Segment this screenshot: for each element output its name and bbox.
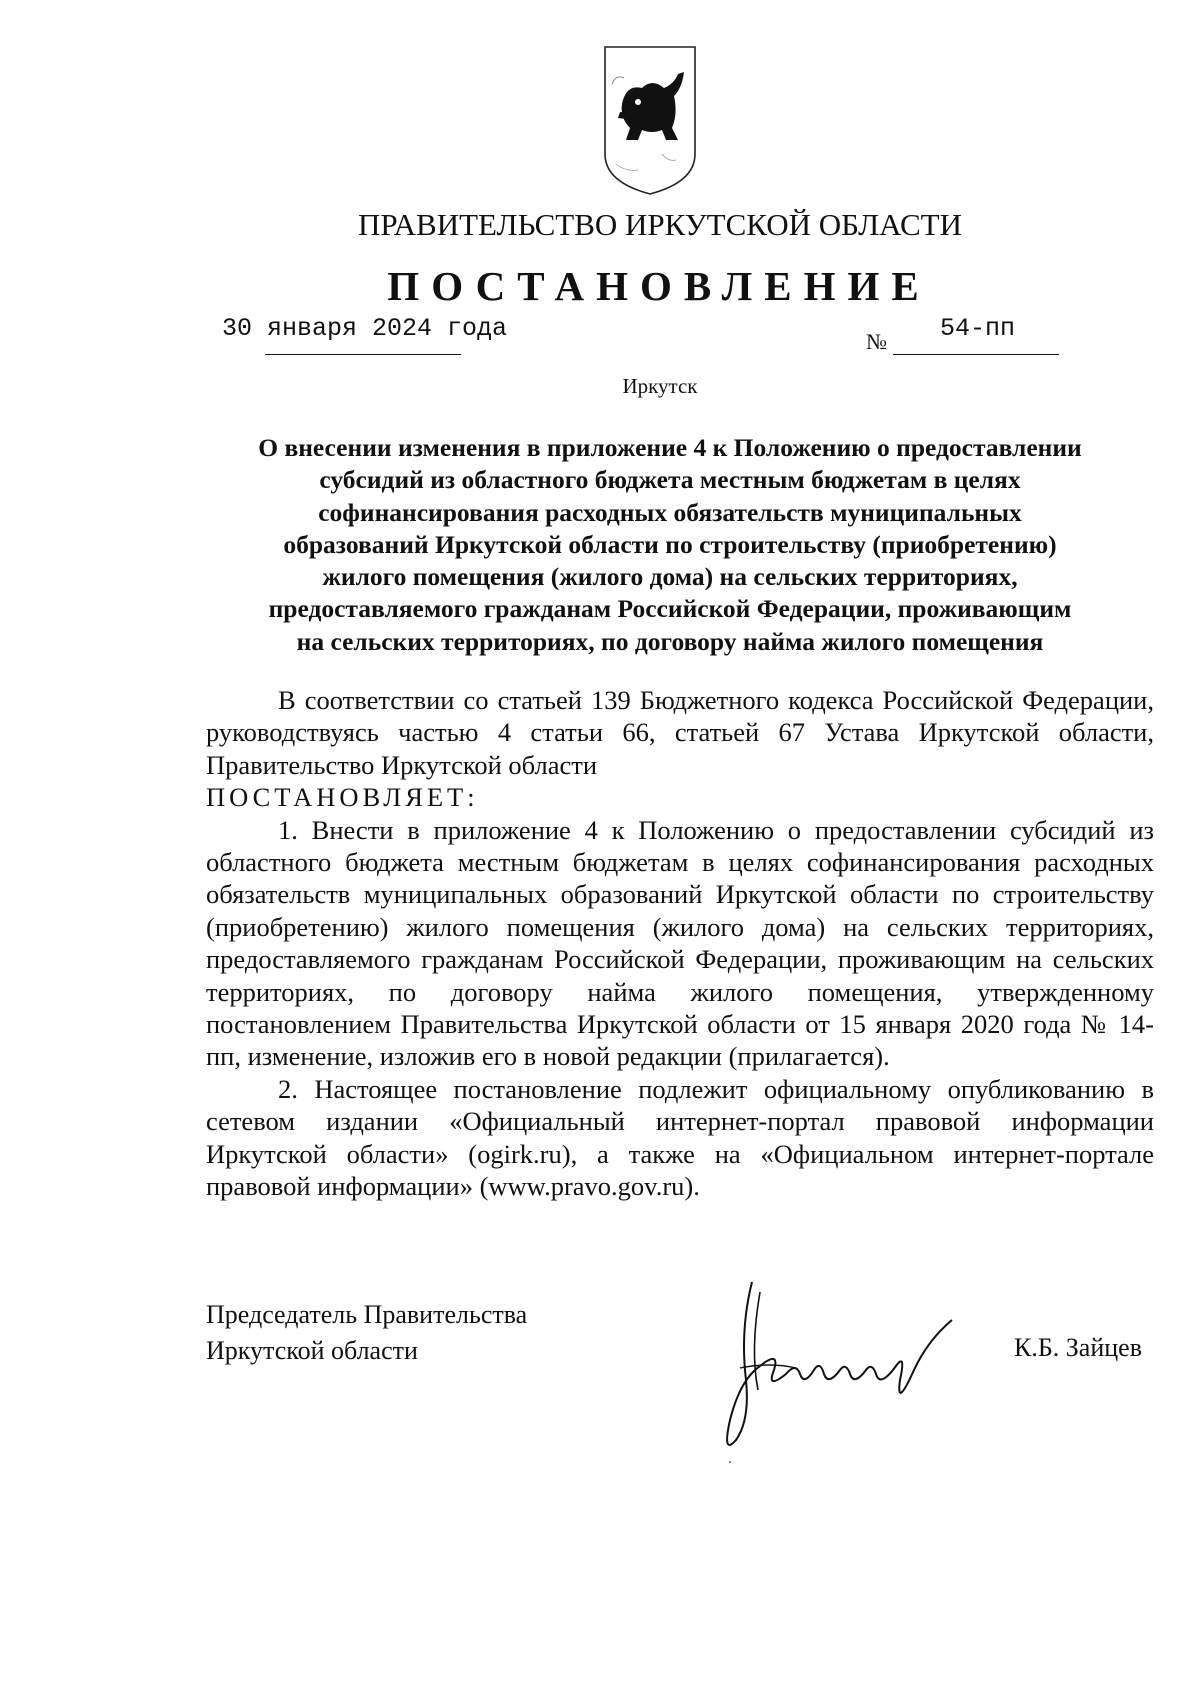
preamble-paragraph: В соответствии со статьей 139 Бюджетного кодекса Российской Федерации, руководствуясь частью 4 статьи 66, статьей 67 Устава Иркутской области, Правительство Иркутской области (206, 685, 1154, 780)
resolves-heading: ПОСТАНОВЛЯЕТ: (206, 782, 479, 813)
position-line: Председатель Правительства (206, 1300, 528, 1329)
title-line: на сельских территориях, по договору найма жилого помещения (296, 626, 1044, 656)
title-line: жилого помещения (жилого дома) на сельских территориях, (322, 562, 1018, 592)
ink-dot (729, 1461, 731, 1463)
document-number: 54-пп (940, 314, 1016, 343)
item-2-paragraph: 2. Настоящее постановление подлежит официальному опубликованию в сетевом издании «Официальный интернет-портал правовой информации Иркутской области» (ogirk.ru), а также на «Официальном интернет-портале правовой информации» (www.pravo.gov.ru). (206, 1073, 1154, 1202)
number-underline (893, 354, 1059, 355)
title-line: субсидий из областного бюджета местным бюджетам в целях (319, 465, 1021, 495)
coat-of-arms-emblem (602, 44, 698, 196)
city: Иркутск (622, 374, 698, 398)
handwritten-signature (700, 1270, 970, 1470)
document-date: 30 января 2024 года (222, 314, 508, 343)
title-line: предоставляемого гражданам Российской Федерации, проживающим (268, 594, 1072, 624)
title-line: образований Иркутской области по строительству (приобретению) (283, 529, 1057, 559)
number-sign: № (866, 329, 887, 354)
title-line: софинансирования расходных обязательств муниципальных (318, 497, 1022, 527)
document-title (200, 432, 1140, 658)
signatory-position (206, 1297, 527, 1369)
document-body (206, 684, 1154, 1203)
organization-name: ПРАВИТЕЛЬСТВО ИРКУТСКОЙ ОБЛАСТИ (357, 207, 962, 242)
position-line: Иркутской области (206, 1336, 418, 1365)
item-1-paragraph: 1. Внести в приложение 4 к Положению о предоставлении субсидий из областного бюджета местным бюджетам в целях софинансирования расходных обязательств муниципальных образований Иркутской области по строительству (приобретению) жилого помещения (жилого дома) на сельских территориях, предоставляемого гражданам Российской Федерации, проживающим на сельских территориях, по договору найма жилого помещения, утвержденному постановлением Правительства Иркутской области от 15 января 2020 года № 14-пп, изменение, изложив его в новой редакции (прилагается). (206, 814, 1154, 1072)
date-underline (265, 354, 461, 355)
document-type: ПОСТАНОВЛЕНИЕ (387, 263, 931, 309)
title-line: О внесении изменения в приложение 4 к Положению о предоставлении (258, 433, 1082, 462)
signatory-name: К.Б. Зайцев (1014, 1333, 1142, 1362)
